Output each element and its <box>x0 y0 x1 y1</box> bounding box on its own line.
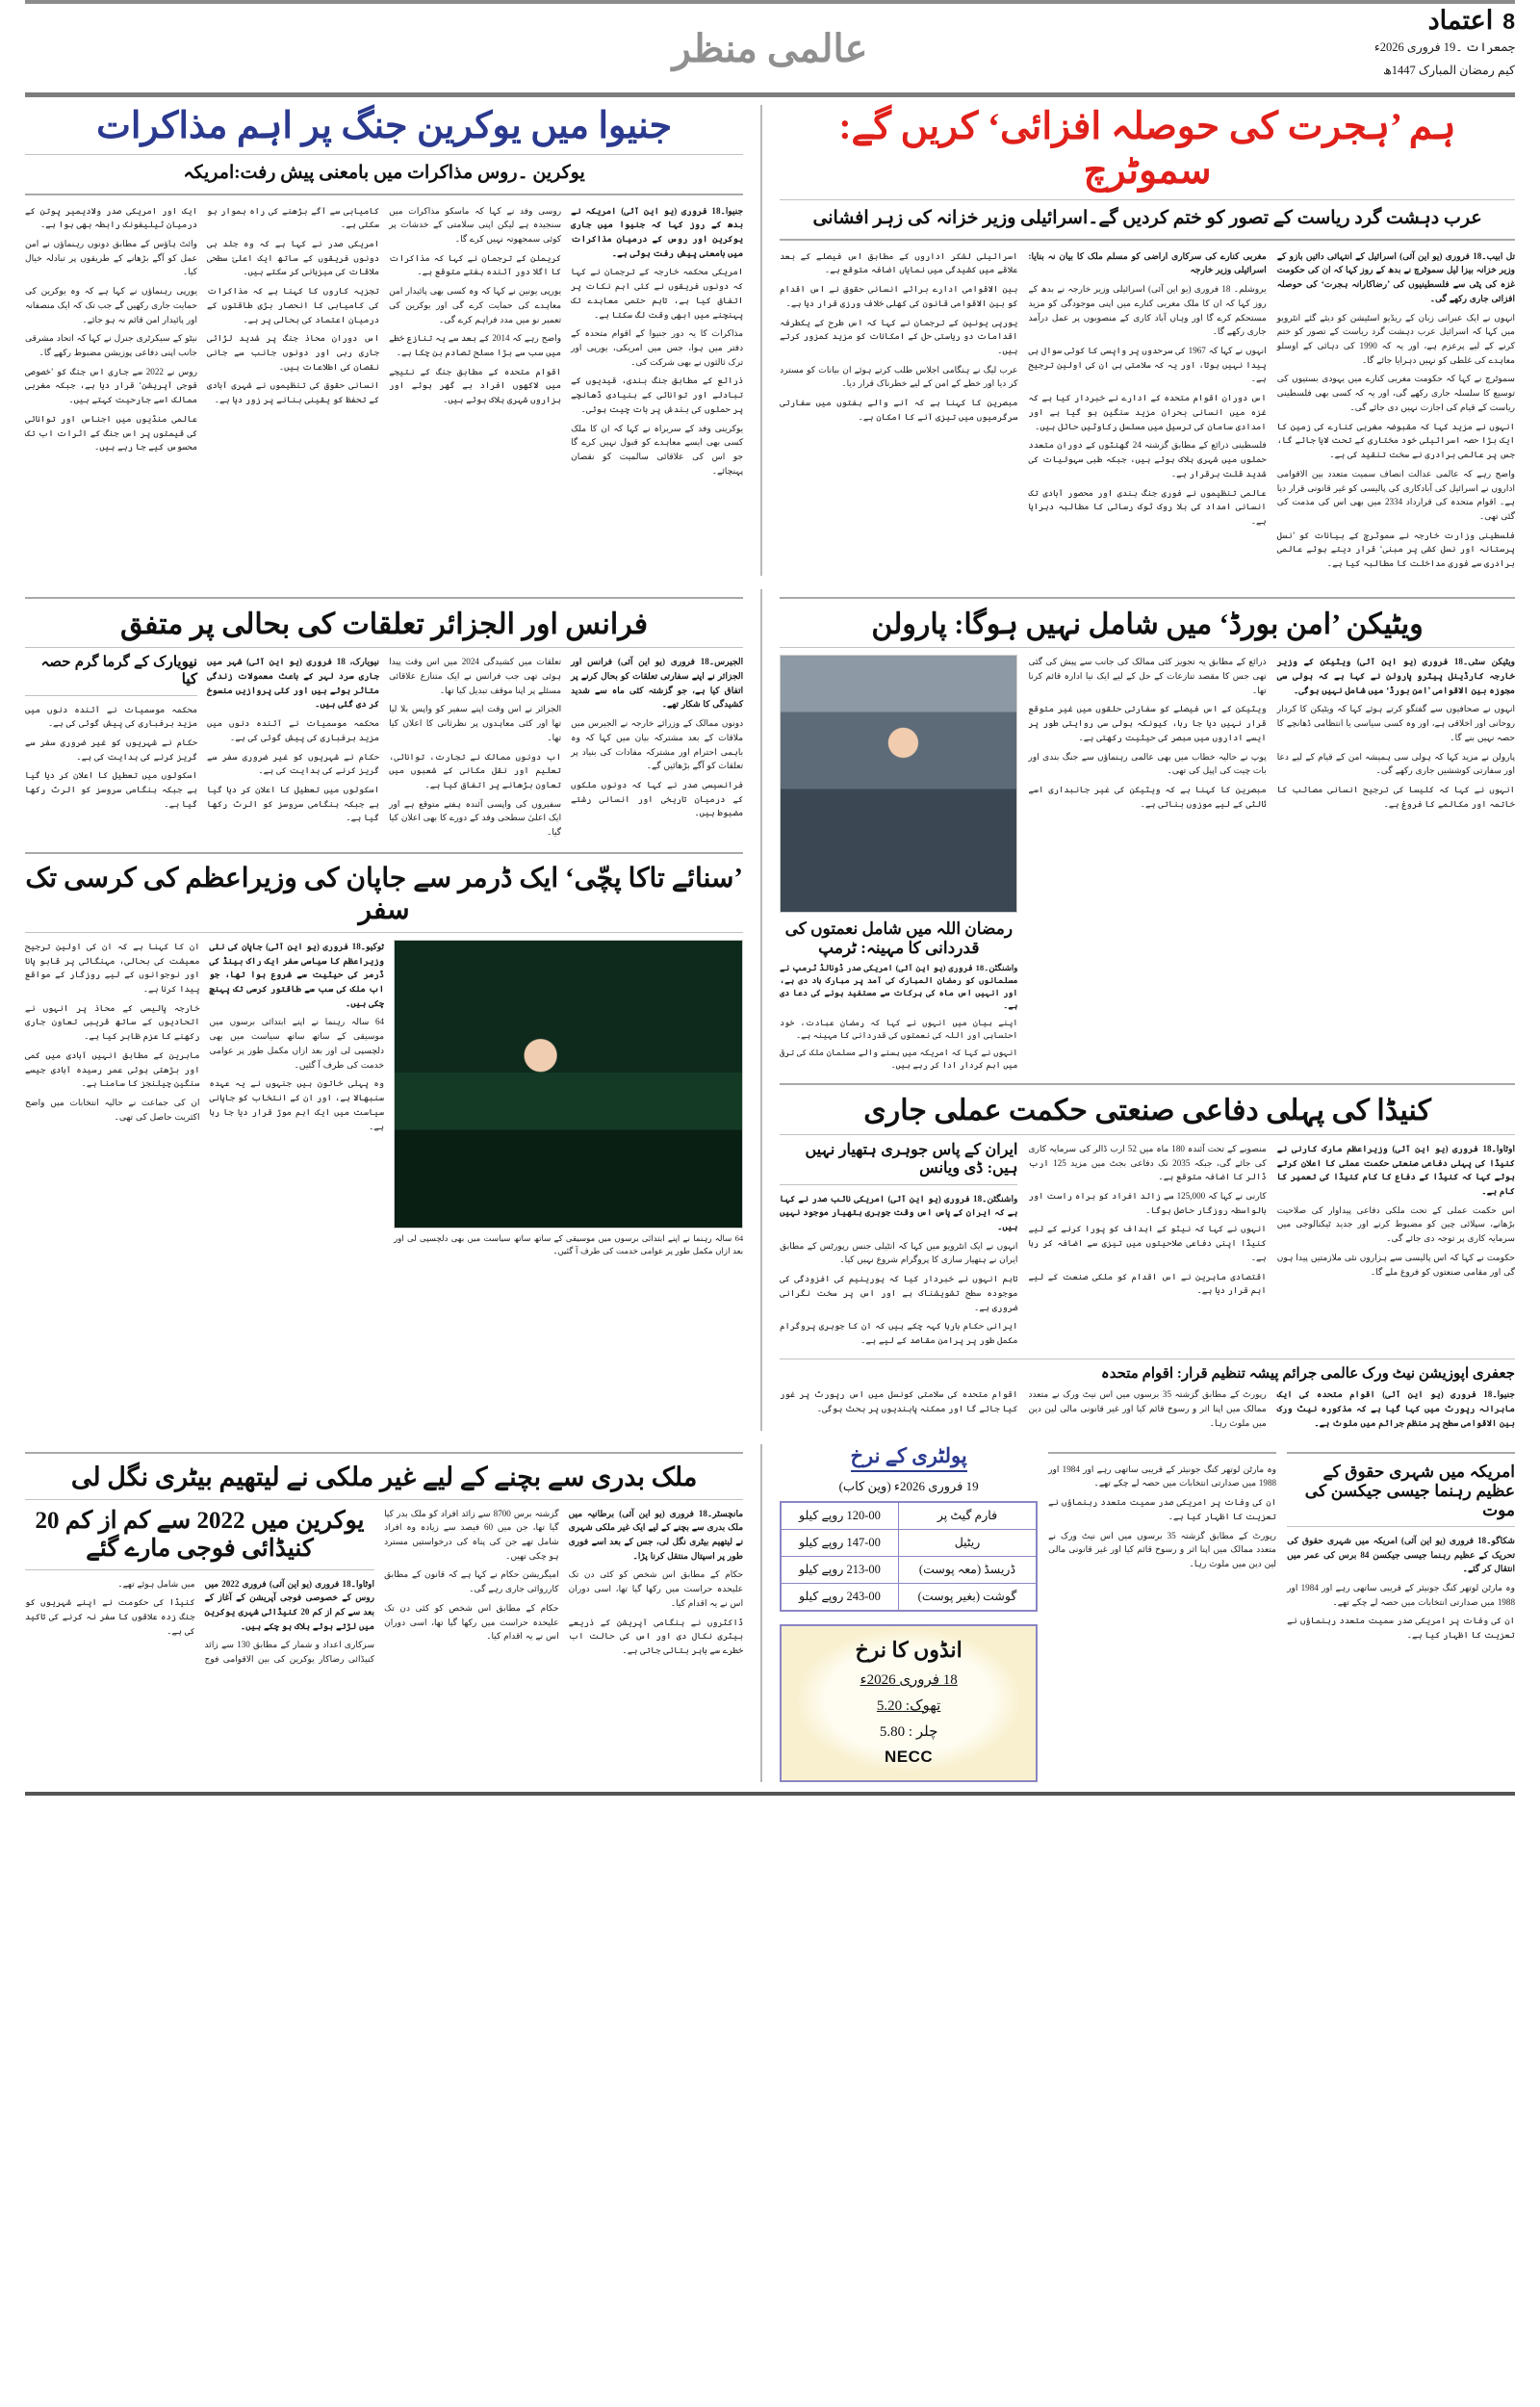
lead-story-geneva <box>25 105 743 576</box>
canada-col-2: منصوبے کے تحت آئندہ 180 ماہ میں 52 ارب ڈالر کی سرمایہ کاری کی جائے گی، جبکہ 2035 تک دفاعی بجٹ میں مزید 125 ارب ڈالر کا اضافہ متوقع ہے۔ کارنی نے کہا کہ 125,000 سے زائد افراد کو براہ راست اور بالواسطہ روزگار حاصل ہوگا۔ انہوں نے کہا کہ نیٹو کے اہداف کو پورا کرنے کے لیے کنیڈا اپنی دفاعی صلاحیتوں میں تیزی سے اضافہ کر رہا ہے۔ اقتصادی ماہرین نے اس اقدام کو ملکی صنعت کے لیے اہم قرار دیا ہے۔ <box>1028 1143 1267 1296</box>
masthead-logo-text: اعتماد <box>1427 6 1494 35</box>
lead-story-smotrich <box>780 105 1515 576</box>
egg-price-box <box>780 1624 1038 1782</box>
japan-pm-photo <box>394 940 743 1229</box>
battery-col-1: مانچسٹر۔18 فروری (یو این آئی) برطانیہ میں ملک بدری سے بچنے کے لیے ایک غیر ملکی شہری نے لیتھیم بیٹری نگل لی، جس کے بعد اسے فوری طور پر اسپتال منتقل کرنا پڑا۔ حکام کے مطابق اس شخص کو کئی دن تک علیحدہ حراست میں رکھا گیا تھا، اسی دوران اس نے یہ اقدام کیا۔ ڈاکٹروں نے ہنگامی آپریشن کے ذریعے بیٹری نکال دی اور اس کی حالت اب خطرے سے باہر بتائی جاتی ہے۔ <box>568 1508 744 1656</box>
poultry-row-label: گوشت (بغیر پوست) <box>898 1583 1037 1611</box>
bottom-section-row <box>25 1444 1515 1782</box>
poultry-row-value: 147-00 روپے کیلو <box>781 1529 898 1556</box>
egg-source: NECC <box>885 1747 934 1766</box>
poultry-row-value: 243-00 روپے کیلو <box>781 1583 898 1611</box>
table-row <box>781 1583 1037 1611</box>
poultry-row-value: 120-00 روپے کیلو <box>781 1502 898 1530</box>
lead-right-col-1: تل ابیب۔18 فروری (یو این آئی) اسرائیل کے انتہائی دائیں بازو کے وزیر خزانہ بیزا لیل سموٹرچ نے بدھ کے روز کہا کہ ان کی حکومت غزہ کی پٹی سے فلسطینیوں کی ’رضاکارانہ ہجرت‘ کی حوصلہ افزائی جاری رکھے گی۔ انہوں نے ایک عبرانی زبان کے ریڈیو اسٹیشن کو دیئے گئے انٹرویو میں کہا کہ اسرائیل عرب دہشت گرد ریاست کے تصور کو ختم کرنے کے لیے پرعزم ہے، اور یہ کہ 1990 کی دہائی کے اوسلو معاہدے کی غلطی کو نہیں دہرایا جائے گا۔ سموٹرچ نے کہا کہ حکومت مغربی کنارے میں یہودی بستیوں کی توسیع کا سلسلہ جاری رکھے گی، اور یہ کہ کسی بھی فلسطینی ریاست کے قیام کی اجازت نہیں دی جائے گی۔ انہوں نے مزید کہا کہ مقبوضہ مغربی کنارے کی زمین کا ایک بڑا حصہ اسرائیلی خود مختاری کے تحت لایا جائے گا، جس پر عالمی برادری نے سخت تنقید کی ہے۔ واضح رہے کہ عالمی عدالت انصاف سمیت متعدد بین الاقوامی اداروں نے اسرائیل کی آبادکاری کی پالیسی کو غیر قانونی قرار دیا ہے۔ اقوام متحدہ کی قرارداد 2334 میں بھی اس کی مذمت کی گئی تھی۔ فلسطینی وزارت خارجہ نے سموٹرچ کے بیانات کو ’نسل پرستانہ اور نسل کشی پر مبنی‘ قرار دیتے ہوئے عالمی برادری سے فوری مداخلت کا مطالبہ کیا ہے۔ <box>1276 250 1515 569</box>
lead-left-col-1: جنیوا۔18 فروری (یو این آئی) امریکہ نے بدھ کے روز کہا کہ جنیوا میں جاری یوکرین اور روس کے درمیان مذاکرات میں بامعنی پیش رفت ہوئی ہے۔ امریکی محکمہ خارجہ کے ترجمان نے کہا کہ دونوں فریقوں نے کئی اہم نکات پر اتفاق کیا ہے، تاہم حتمی معاہدے تک پہنچنے میں ابھی وقت لگ سکتا ہے۔ مذاکرات کا یہ دور جنیوا کے اقوام متحدہ کے دفتر میں ہوا، جس میں امریکی، یورپی اور ترک ثالثوں نے بھی شرکت کی۔ ذرائع کے مطابق جنگ بندی، قیدیوں کے تبادلے اور توانائی کے بنیادی ڈھانچے پر حملوں کی بندش پر بات چیت ہوئی۔ یوکرینی وفد کے سربراہ نے کہا کہ ان کا ملک کسی بھی ایسے معاہدے کو قبول نہیں کرے گا جو اس کی علاقائی سالمیت کو نقصان پہنچائے۔ <box>571 205 744 476</box>
poultry-row-label: ریٹیل <box>898 1529 1037 1556</box>
ny-headline: نیویارک کے گرما گرم حصہ کیا <box>40 655 198 687</box>
ukraine-deaths-headline: یوکرین میں 2022 سے کم از کم 20 کنیڈائی فوجی مارے گئے <box>35 1507 365 1563</box>
jackson-headline: امریکہ میں شہری حقوق کے عظیم رہنما جیسی جیکسن کی موت <box>1304 1462 1515 1519</box>
mid-left-group <box>25 589 743 1431</box>
price-widgets <box>780 1444 1038 1782</box>
top-lead-row <box>25 105 1515 576</box>
trump-caption: واشنگٹن۔18 فروری (یو این آئی) امریکی صدر ڈونالڈ ٹرمپ نے مسلمانوں کو رمضان المبارک کی آمد پر مبارک باد دی ہے، اور انہیں اس ماہ کی برکات سے مستفید ہونے کی دعا دی ہے۔ اپنے بیان میں انہوں نے کہا کہ رمضان عبادت، خود احتسابی اور اللہ کی نعمتوں کی قدردانی کا مہینہ ہے۔ انہوں نے کہا کہ امریکہ میں بسنے والے مسلمان ملک کی ترقی میں اہم کردار ادا کر رہے ہیں۔ <box>780 963 1018 1070</box>
japan-caption: 64 سالہ رہنما نے اپنے ابتدائی برسوں میں موسیقی کے ساتھ ساتھ سیاست میں بھی دلچسپی لی اور بعد ازاں مکمل طور پر عوامی خدمت کی طرف آ گئیں۔ <box>394 1232 744 1255</box>
lead-right-headline: ہم ’ہجرت کی حوصلہ افزائی‘ کریں گے: سموٹرچ <box>838 106 1456 193</box>
vatican-headline: ویٹیکن ’امن بورڈ‘ میں شامل نہیں ہوگا: پارولن <box>871 608 1424 640</box>
poultry-row-label: ڈریسڈ (معہ پوست) <box>898 1556 1037 1583</box>
ukraine-deaths-block <box>25 1507 374 1667</box>
masthead-logo <box>1374 8 1515 34</box>
france-col-2: تعلقات میں کشیدگی 2024 میں اس وقت پیدا ہوئی تھی جب فرانس نے ایک متنازع علاقائی مسئلے پر اپنا موقف تبدیل کیا تھا۔ الجزائر نے اس وقت اپنے سفیر کو واپس بلا لیا تھا اور کئی معاہدوں پر نظرثانی کا اعلان کیا تھا۔ اب دونوں ممالک نے تجارت، توانائی، تعلیم اور نقل مکانی کے شعبوں میں تعاون بڑھانے پر اتفاق کیا ہے۔ سفیروں کی واپسی آئندہ ہفتے متوقع ہے اور ایک اعلیٰ سطحی وفد کے دورے کا بھی اعلان کیا گیا۔ <box>389 657 562 838</box>
japan-col-2: ان کا کہنا ہے کہ ان کی اولین ترجیح معیشت کی بحالی، مہنگائی پر قابو پانا اور نوجوانوں کے لیے روزگار کے مواقع پیدا کرنا ہے۔ خارجہ پالیسی کے محاذ پر انہوں نے اتحادیوں کے ساتھ قریبی تعاون جاری رکھنے کا عزم ظاہر کیا ہے۔ ماہرین کے مطابق انہیں آبادی میں کمی اور بڑھتی ہوئی عمر رسیدہ آبادی جیسے سنگین چیلنجز کا سامنا ہے۔ ان کی جماعت نے حالیہ انتخابات میں واضح اکثریت حاصل کی تھی۔ <box>24 941 200 1122</box>
iran-headline: ایران کے پاس جوہری ہتھیار نہیں ہیں: ڈی ویانس <box>805 1141 1018 1177</box>
masthead-date-gregorian: جمعرات ۔19 فروری 2026ء <box>1373 40 1515 54</box>
france-headline: فرانس اور الجزائر تعلقات کی بحالی پر متفق <box>120 608 649 640</box>
battery-headline: ملک بدری سے بچنے کے لیے غیر ملکی نے لیتھیم بیٹری نگل لی <box>70 1462 698 1491</box>
mid-divider <box>760 589 762 1431</box>
canada-headline: کنیڈا کی پہلی دفاعی صنعتی حکمت عملی جاری <box>863 1095 1431 1127</box>
poultry-row-value: 213-00 روپے کیلو <box>781 1556 898 1583</box>
bottom-left-group <box>25 1444 743 1782</box>
masthead-identity <box>1374 8 1515 81</box>
trump-photo-block <box>780 655 1017 1075</box>
jackson-col-2: وہ مارٹن لوتھر کنگ جونیئر کے قریبی ساتھی رہے اور 1984 اور 1988 میں صدارتی انتخابات میں حصہ لے چکے تھے۔ ان کی وفات پر امریکی صدر سمیت متعدد رہنماؤں نے تعزیت کا اظہار کیا ہے۔ رپورٹ کے مطابق گزشتہ 35 برسوں میں اس نیٹ ورک نے متعدد ممالک میں اپنا اثر و رسوخ قائم کیا اور غیر قانونی مالی لین دین میں ملوث رہا۔ <box>1048 1444 1276 1782</box>
masthead <box>25 4 1515 92</box>
battery-col-2: گزشتہ برس 8700 سے زائد افراد کو ملک بدر کیا گیا تھا، جن میں 60 فیصد سے زیادہ وہ افراد شامل تھے جن کی پناہ کی درخواستیں مسترد ہو چکی تھیں۔ امیگریشن حکام نے کہا ہے کہ قانون کے مطابق کارروائی جاری رہے گی۔ حکام کے مطابق اس شخص کو کئی دن تک علیحدہ حراست میں رکھا گیا تھا، اسی دوران اس نے یہ اقدام کیا۔ <box>384 1508 559 1642</box>
table-row <box>781 1502 1037 1530</box>
lead-right-subhead: عرب دہشت گرد ریاست کے تصور کو ختم کردیں گے۔اسرائیلی وزیر خزانہ کی زہر افشانی <box>812 208 1482 229</box>
ukraine-deaths-body: اوٹاوا۔18 فروری (یو این آئی) فروری 2022 میں روس کے خصوصی فوجی آپریشن کے آغاز کے بعد سے کم از کم 20 کنیڈائی شہری یوکرین میں لڑتے ہوئے ہلاک ہو چکے ہیں۔ سرکاری اعداد و شمار کے مطابق 130 سے زائد کنیڈائی رضاکار یوکرین کی بین الاقوامی فوج میں شامل ہوئے تھے۔ کنیڈا کی حکومت نے اپنے شہریوں کو جنگ زدہ علاقوں کا سفر نہ کرنے کی تاکید کی ہے۔ <box>24 1578 375 1665</box>
lead-right-col-3: اسرائیلی لشکر اداروں کے مطابق اس فیصلے کے بعد علاقے میں کشیدگی میں نمایاں اضافہ متوقع ہے۔ بین الاقوامی ادارے برائے انسانی حقوق نے اس اقدام کو بین الاقوامی قانون کی کھلی خلاف ورزی قرار دیا ہے۔ یورپی یونین کے ترجمان نے کہا کہ اس طرح کے یکطرفہ اقدامات دو ریاستی حل کے امکانات کو مزید کمزور کرتے ہیں۔ عرب لیگ نے ہنگامی اجلاس طلب کرتے ہوئے ان بیانات کو مسترد کر دیا اور خطے کے امن کے لیے خطرناک قرار دیا۔ مبصرین کا کہنا ہے کہ آنے والے ہفتوں میں سفارتی سرگرمیوں میں تیزی آنے کا امکان ہے۔ <box>780 250 1018 422</box>
poultry-title: پولٹری کے نرخ <box>851 1444 967 1472</box>
geneva-box-headline: جعفری اپوزیشن نیٹ ورک عالمی جرائم پیشہ تنظیم قرار: اقوام متحدہ <box>1100 1365 1515 1382</box>
mid-right-group <box>780 589 1515 1431</box>
trump-headline: رمضان اللہ میں شامل نعمتوں کی قدردانی کا مہینہ: ٹرمپ <box>784 919 1014 958</box>
japan-col-1: ٹوکیو۔18 فروری (یو این آئی) جاپان کی نئی وزیراعظم کا سیاسی سفر ایک راک بینڈ کی ڈرمر کی حیثیت سے شروع ہوا تھا، جو اب ملک کی سب سے طاقتور کرسی تک پہنچ چکی ہیں۔ 64 سالہ رہنما نے اپنے ابتدائی برسوں میں موسیقی کے ساتھ ساتھ سیاست میں بھی دلچسپی لی اور بعد ازاں مکمل طور پر عوامی خدمت کی طرف آ گئیں۔ وہ پہلی خاتون ہیں جنہوں نے یہ عہدہ سنبھالا ہے، اور ان کے انتخاب کو جاپانی سیاست میں ایک اہم موڑ قرار دیا جا رہا ہے۔ <box>209 941 385 1131</box>
bottom-right-group <box>780 1444 1515 1782</box>
lead-left-subhead: یوکرین ۔روس مذاکرات میں بامعنی پیش رفت:امریکہ <box>183 162 585 183</box>
jackson-col-1: امریکہ میں شہری حقوق کے عظیم رہنما جیسی جیکسن کی موت شکاگو۔18 فروری (یو این آئی) امریکہ میں شہری حقوق کی تحریک کے عظیم رہنما جیسی جیکسن 84 برس کی عمر میں انتقال کر گئے۔ وہ مارٹن لوتھر کنگ جونیئر کے قریبی ساتھی رہے اور 1984 اور 1988 میں صدارتی انتخابات میں حصہ لے چکے تھے۔ ان کی وفات پر امریکی صدر سمیت متعدد رہنماؤں نے تعزیت کا اظہار کیا ہے۔ <box>1287 1444 1515 1782</box>
ny-col: نیویارک، 18 فروری (یو این آئی) شہر میں جاری سرد لہر کے باعث معمولات زندگی متاثر ہوئے ہیں اور کئی پروازیں منسوخ کر دی گئی ہیں۔ محکمہ موسمیات نے آئندہ دنوں میں مزید برفباری کی پیش گوئی کی ہے۔ حکام نے شہریوں کو غیر ضروری سفر سے گریز کرنے کی ہدایت کی ہے۔ اسکولوں میں تعطیل کا اعلان کر دیا گیا ہے جبکہ ہنگامی سروسز کو الرٹ رکھا گیا ہے۔ <box>207 657 380 823</box>
iran-col: ایران کے پاس جوہری ہتھیار نہیں ہیں: ڈی ویانس واشنگٹن۔18 فروری (یو این آئی) امریکی نائب صدر نے کہا ہے کہ ایران کے پاس اس وقت جوہری ہتھیار موجود نہیں ہیں۔ انہوں نے ایک انٹرویو میں کہا کہ انٹیلی جنس رپورٹس کے مطابق ایران نے ہتھیار سازی کا پروگرام شروع نہیں کیا۔ تاہم انہوں نے خبردار کیا کہ یورینیم کی افزودگی کی موجودہ سطح تشویشناک ہے اور اس پر سخت نگرانی ضروری ہے۔ ایرانی حکام بارہا کہہ چکے ہیں کہ ان کا جوہری پروگرام مکمل طور پر پرامن مقاصد کے لیے ہے۔ <box>780 1141 1018 1346</box>
vatican-col-1: ویٹیکن سٹی۔18 فروری (یو این آئی) ویٹیکن کے وزیر خارجہ کارڈینل پیٹرو پارولن نے کہا ہے کہ ہولی سی مجوزہ بین الاقوامی ’امن بورڈ‘ میں شامل نہیں ہوگی۔ انہوں نے صحافیوں سے گفتگو کرتے ہوئے کہا کہ ویٹیکن کا کردار روحانی اور اخلاقی ہے، اور وہ کسی سیاسی یا انتظامی ڈھانچے کا حصہ نہیں بنے گا۔ پارولن نے مزید کہا کہ ہولی سی ہمیشہ امن کے قیام کے لیے دعا اور سفارتی کوششیں جاری رکھے گی۔ انہوں نے کہا کہ کلیسا کی ترجیح انسانی مصائب کا خاتمہ اور مکالمے کا فروغ ہے۔ <box>1276 657 1515 809</box>
mid-section-row <box>25 589 1515 1431</box>
poultry-date: 19 فروری 2026ء (وین کاب) <box>838 1478 979 1493</box>
france-col-1: الجیرس۔18 فروری (یو این آئی) فرانس اور الجزائر نے اپنے سفارتی تعلقات کو بحال کرنے پر اتفاق کیا ہے، جو گزشتہ کئی ماہ سے شدید کشیدگی کا شکار تھے۔ دونوں ممالک کے وزرائے خارجہ نے الجیرس میں ملاقات کے بعد مشترکہ بیان میں کہا کہ وہ باہمی احترام اور مشترکہ مفادات کی بنیاد پر تعلقات کو آگے بڑھائیں گے۔ فرانسیسی صدر نے کہا کہ دونوں ملکوں کے درمیان تاریخی اور انسانی رشتے مضبوط ہیں۔ <box>571 657 744 818</box>
egg-wholesale: تھوک: 5.20 <box>876 1697 941 1714</box>
table-row <box>781 1556 1037 1583</box>
egg-retail: چلر : 5.80 <box>879 1723 938 1740</box>
egg-date: 18 فروری 2026ء <box>860 1671 958 1688</box>
table-row <box>781 1529 1037 1556</box>
bottom-divider <box>760 1444 762 1782</box>
geneva-box-body: جنیوا۔18 فروری (یو این آئی) اقوام متحدہ کی ایک ماہرانہ رپورٹ میں کہا گیا ہے کہ مذکورہ نیٹ ورک بین الاقوامی سطح پر منظم جرائم میں ملوث ہے۔ رپورٹ کے مطابق گزشتہ 35 برسوں میں اس نیٹ ورک نے متعدد ممالک میں اپنا اثر و رسوخ قائم کیا اور غیر قانونی مالی لین دین میں ملوث رہا۔ اقوام متحدہ کی سلامتی کونسل میں اس رپورٹ پر غور کیا جائے گا اور ممکنہ پابندیوں پر بحث ہوگی۔ <box>780 1389 1515 1428</box>
ny-col-2: نیویارک کے گرما گرم حصہ کیا محکمہ موسمیات نے آئندہ دنوں میں مزید برفباری کی پیش گوئی کی ہے۔ حکام نے شہریوں کو غیر ضروری سفر سے گریز کرنے کی ہدایت کی ہے۔ اسکولوں میں تعطیل کا اعلان کر دیا گیا ہے جبکہ ہنگامی سروسز کو الرٹ رکھا گیا ہے۔ <box>24 655 198 809</box>
trump-photo <box>780 655 1017 913</box>
lead-left-col-3: کامیابی سے آگے بڑھنے کی راہ ہموار ہو سکتی ہے۔ امریکی صدر نے کہا ہے کہ وہ جلد ہی دونوں فریقوں کے ساتھ ایک اعلیٰ سطحی ملاقات کی میزبانی کر سکتے ہیں۔ تجزیہ کاروں کا کہنا ہے کہ مذاکرات کی کامیابی کا انحصار بڑی طاقتوں کے درمیان اعتماد کی بحالی پر ہے۔ اس دوران محاذ جنگ پر شدید لڑائی جاری رہی اور دونوں جانب سے جانی نقصان کی اطلاعات ہیں۔ انسانی حقوق کی تنظیموں نے شہری آبادی کے تحفظ کو یقینی بنانے پر زور دیا ہے۔ <box>207 205 380 405</box>
lead-divider <box>760 105 762 576</box>
page-number: 8 <box>1502 9 1515 34</box>
poultry-price-table <box>780 1501 1038 1612</box>
canada-col-1: اوٹاوا۔18 فروری (یو این آئی) وزیراعظم مارک کارنی نے کنیڈا کی پہلی دفاعی صنعتی حکمت عملی کا اعلان کرتے ہوئے کہا کہ کنیڈا کے دفاع کا کام کنیڈا کی تعمیر کا کام ہے۔ اس حکمت عملی کے تحت ملکی دفاعی پیداوار کی صلاحیت بڑھانے، سپلائی چین کو مضبوط کرنے اور جدید ٹیکنالوجی میں سرمایہ کاری پر توجہ دی جائے گی۔ حکومت نے کہا کہ اس پالیسی سے ہزاروں نئی ملازمتیں پیدا ہوں گی اور مقامی صنعتوں کو فروغ ملے گا۔ <box>1276 1143 1515 1277</box>
masthead-date-hijri: کیم رمضان المبارک 1447ھ <box>1382 64 1515 78</box>
lead-left-col-2: روسی وفد نے کہا کہ ماسکو مذاکرات میں سنجیدہ ہے لیکن اپنی سلامتی کے خدشات پر کوئی سمجھوتہ نہیں کرے گا۔ کریملن کے ترجمان نے کہا کہ مذاکرات کا اگلا دور آئندہ ہفتے متوقع ہے۔ یورپی یونین نے کہا کہ وہ کسی بھی پائیدار امن معاہدے کی حمایت کرے گی اور یوکرین کی تعمیر نو میں مدد فراہم کرے گی۔ واضح رہے کہ 2014 کے بعد سے یہ تنازع خطے میں سب سے بڑا مسلح تصادم بن چکا ہے۔ اقوام متحدہ کے مطابق جنگ کے نتیجے میں لاکھوں افراد بے گھر ہوئے اور ہزاروں شہری ہلاک ہوئے ہیں۔ <box>389 205 562 405</box>
japan-photo-block <box>394 940 743 1262</box>
lead-left-headline: جنیوا میں یوکرین جنگ پر اہم مذاکرات <box>96 106 673 146</box>
vatican-col-2: ذرائع کے مطابق یہ تجویز کئی ممالک کی جانب سے پیش کی گئی تھی جس کا مقصد تنازعات کے حل کے لیے ایک نیا ادارہ قائم کرنا تھا۔ ویٹیکن کے اس فیصلے کو سفارتی حلقوں میں غیر متوقع قرار نہیں دیا جا رہا، کیونکہ ہولی سی روایتی طور پر ایسے اداروں میں مبصر کی حیثیت رکھتی ہے۔ پوپ نے حالیہ خطاب میں بھی عالمی رہنماؤں سے جنگ بندی اور بات چیت کی اپیل کی تھی۔ مبصرین کا کہنا ہے کہ ویٹیکن کی غیر جانبداری اسے ثالثی کے لیے موزوں بناتی ہے۔ <box>1028 657 1267 809</box>
poultry-row-label: فارم گیٹ پر <box>898 1502 1037 1530</box>
section-title: عالمی منظر <box>672 26 868 70</box>
masthead-bottom-rule <box>25 92 1515 97</box>
lead-right-col-2: مغربی کنارے کی سرکاری اراضی کو مسلم ملک کا بیان نہ بنایا: اسرائیلی وزیر خارجہ یروشلم۔ 18 فروری (یو این آئی) اسرائیلی وزیر خارجہ نے بدھ کے روز کہا کہ ان کا ملک مغربی کنارے میں اپنی موجودگی کو مزید مستحکم کرے گا اور وہاں آباد کاری کے منصوبوں پر عمل درآمد جاری رکھے گا۔ انہوں نے کہا کہ 1967 کی سرحدوں پر واپسی کا کوئی سوال ہی پیدا نہیں ہوتا، اور یہ کہ سلامتی ہی ان کی اولین ترجیح ہے۔ اس دوران اقوام متحدہ کے ادارے نے خبردار کیا ہے کہ غزہ میں انسانی بحران مزید سنگین ہو گیا ہے اور امدادی سامان کی ترسیل میں مسلسل رکاوٹیں حائل ہیں۔ فلسطینی ذرائع کے مطابق گزشتہ 24 گھنٹوں کے دوران متعدد حملوں میں شہری ہلاک ہوئے ہیں، جبکہ طبی سہولیات کی شدید قلت برقرار ہے۔ عالمی تنظیموں نے فوری جنگ بندی اور محصور آبادی تک انسانی امداد کی بلا روک ٹوک رسائی کا مطالبہ دہرایا ہے۔ <box>1028 250 1267 526</box>
egg-title: انڈوں کا نرخ <box>855 1637 962 1662</box>
lead-left-col-4: ایک اور امریکی صدر ولادیمیر پوتن کے درمیان ٹیلیفونک رابطہ بھی ہوا ہے۔ وائٹ ہاؤس کے مطابق دونوں رہنماؤں نے امن عمل کو آگے بڑھانے کے طریقوں پر تبادلہ خیال کیا۔ یورپی رہنماؤں نے کہا ہے کہ وہ یوکرین کی حمایت جاری رکھیں گے جب تک کہ ایک منصفانہ اور پائیدار امن قائم نہ ہو جائے۔ نیٹو کے سیکرٹری جنرل نے کہا کہ اتحاد مشرقی جانب اپنی دفاعی پوزیشن مضبوط رکھے گا۔ روس نے 2022 سے جاری اس جنگ کو ’خصوصی فوجی آپریشن‘ قرار دیا ہے، جبکہ مغربی ممالک اسے جارحیت کہتے ہیں۔ عالمی منڈیوں میں اجناس اور توانائی کی قیمتوں پر اس جنگ کے اثرات اب تک محسوس کیے جا رہے ہیں۔ <box>24 205 198 453</box>
japan-headline: ’سنائے تاکا پچّی‘ ایک ڈرمر سے جاپان کی وزیراعظم کی کرسی تک سفر <box>25 863 743 925</box>
page-bottom-rule <box>25 1792 1515 1796</box>
